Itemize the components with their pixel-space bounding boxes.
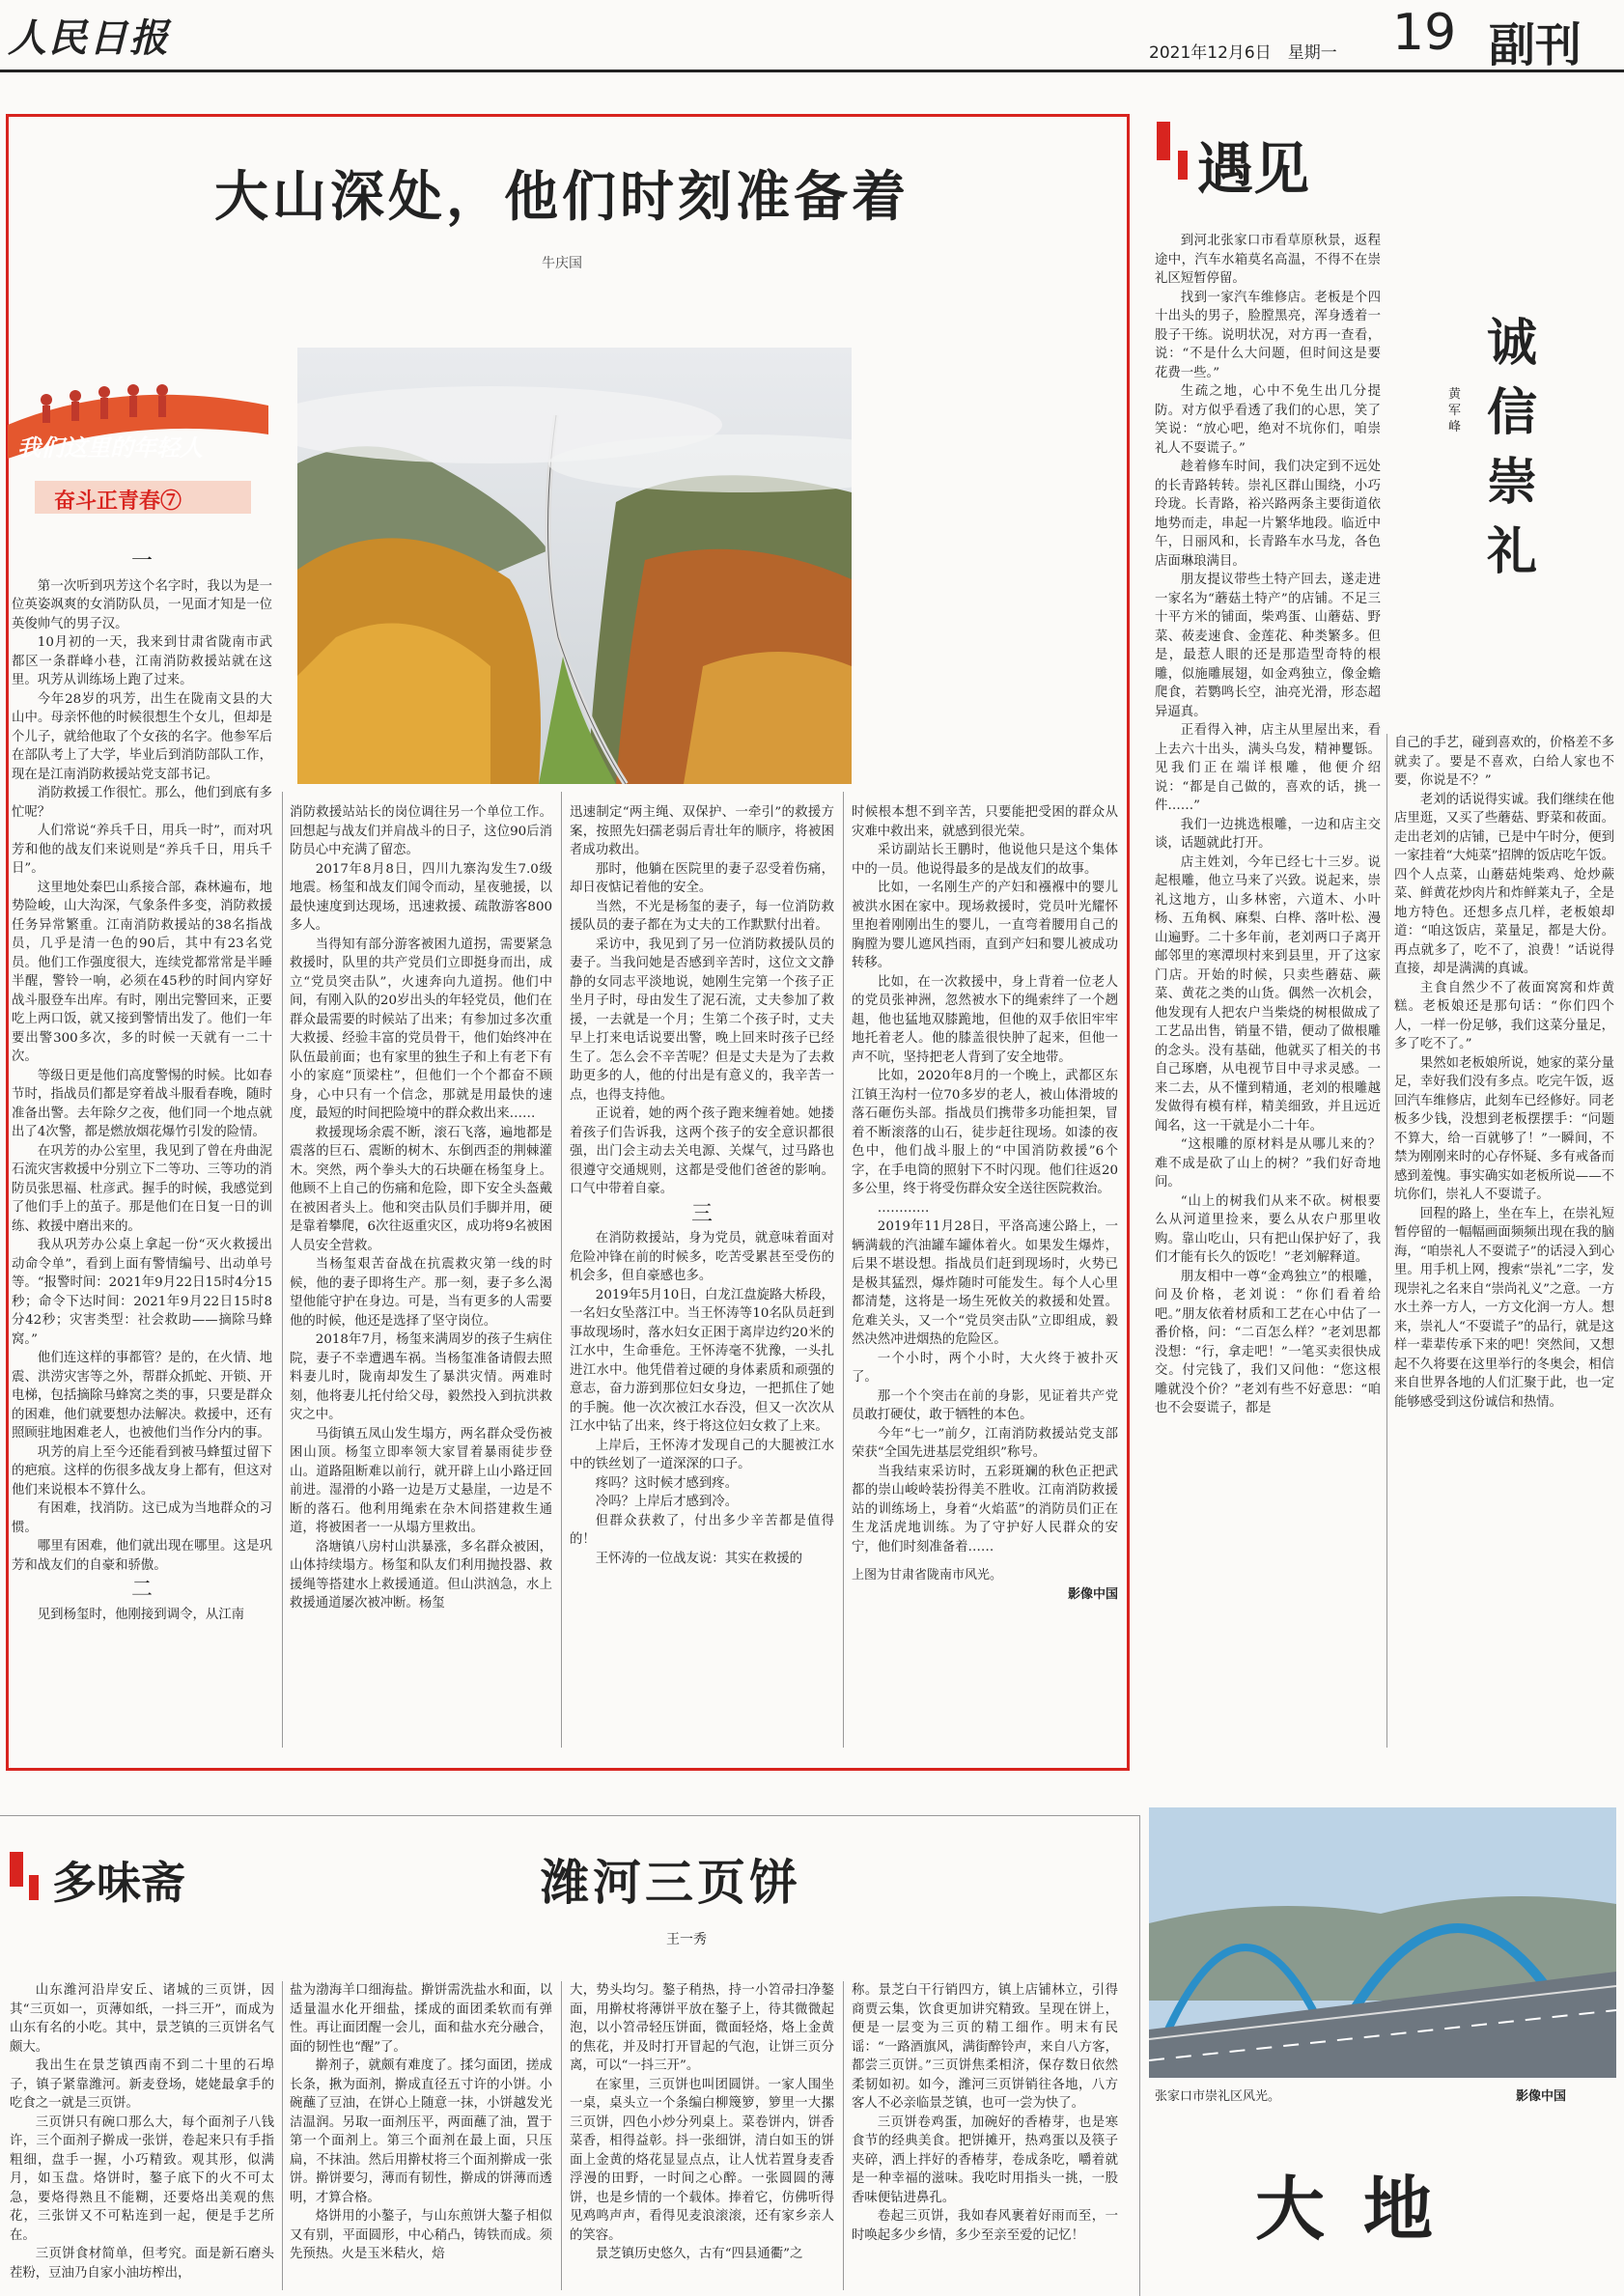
paragraph: 10月初的一天，我来到甘肃省陇南市武都区一条群峰小巷，江南消防救援站就在这里。巩芳从训练场上跑了过来。 — [12, 635, 272, 687]
page-name: 副刊 — [1489, 18, 1582, 72]
duowei-column-2 — [290, 1981, 552, 2264]
mountain-road-photo — [297, 348, 852, 784]
paragraph: 擀剂子，就颇有难度了。揉匀面团，搓成长条，揪为面剂，擀成直径五寸许的小饼。小碗蘸了豆油，在饼心上随意一抹，小饼越发光洁温润。另取一面剂压平，两面蘸了油，置于第一个面剂上。第三个面剂在最上面，只压扁，不抹油。然后用擀杖将三个面剂擀成一张饼。擀饼要匀，薄而有韧性，擀成的饼薄而透明，才算合格。 — [290, 2058, 552, 2205]
paragraph: 2019年11月28日，平洛高速公路上，一辆满载的汽油罐车罐体着火。如果发生爆炸，后果不堪设想。指战员们赶到现场时，火势已是极其猛烈，爆炸随时可能发生。每个人心里都清楚，这将是一场生死攸关的救援和处置。危难关头，又一个“党员突击队”立即组成，毅然决然冲进烟热的危险区。 — [852, 1219, 1118, 1347]
main-article-column-1 — [12, 546, 272, 1624]
paragraph: 这里地处秦巴山系接合部，森林遍布，地势险峻，山大沟深，气象条件多变，消防救援任务异常繁重。江南消防救援站的38名指战员，几乎是清一色的90后，其中有23名党员。他们工作强度很大，连续党都常常是半睡半醒，警铃一响，必须在45秒的时间内穿好战斗服登车出库。有时，刚出完警回来，正要吃上两口饭，就又接到警情出发了。他们一年要出警300多次，多的时候一天就有一二十次。 — [12, 880, 272, 1064]
column-rule — [282, 792, 283, 1748]
paragraph: 烙饼用的小鏊子，与山东煎饼大鏊子相似又有别，平面圆形，中心稍凸，铸铁而成。须先预热。火是玉米秸火，焙 — [290, 2209, 552, 2261]
bridge-photo — [1149, 1807, 1616, 2078]
paragraph: 盐为渤海羊口细海盐。擀饼需洗盐水和面，以适量温水化开细盐，揉成的面团柔软而有弹性。再让面团醒一会儿，面和盐水充分融合，面的韧性也“醒”了。 — [290, 1983, 552, 2055]
column-label-yujian — [1155, 112, 1377, 202]
paragraph: 在消防救援站，身为党员，就意味着面对危险冲锋在前的时候多，吃苦受累甚至受伤的机会多，但自豪感也多。 — [570, 1231, 834, 1283]
photo-caption: 上图为甘肃省陇南市风光。 — [852, 1568, 1003, 1582]
series-banner-subtitle: 奋斗正青春⑦ — [54, 489, 182, 514]
section-number: 三 — [690, 1201, 713, 1226]
paragraph: “山上的树我们从来不砍。树根要么从河道里捡来，要么从农户那里收购。靠山吃山，只有把山保护好了，我们才能有长久的饭吃！”老刘解释道。 — [1155, 1193, 1381, 1265]
paragraph: 2017年8月8日，四川九寨沟发生7.0级地震。杨玺和战友们闻令而动，星夜驰援，以最快速度到达现场，迅速救援、疏散游客800多人。 — [290, 861, 552, 933]
paragraph: 当我结束采访时，五彩斑斓的秋色正把武都的崇山峻岭装扮得美不胜收。江南消防救援站的训练场上，身着“火焰蓝”的消防员们正在生龙活虎地训练。为了守护好人民群众的安宁，他们时刻准备着…… — [852, 1464, 1118, 1554]
bridge-image — [1149, 1807, 1616, 2078]
paragraph: 时候根本想不到辛苦，只要能把受困的群众从灾难中救出来，就感到很光荣。 — [852, 805, 1118, 839]
mountain-road-image — [297, 348, 852, 784]
newspaper-logo: 人民日报 — [8, 15, 170, 61]
paragraph: 朋友相中一尊“金鸡独立”的根雕，问及价格，老刘说：“你们看着给吧。”朋友依着材质和工艺在心中估了一番价格，问：“二百怎么样？”老刘思都没想：“行，拿走吧！”一笔买卖很快成交。付完钱了，我们又问他：“您这根雕就没个价？”老刘有些不好意思：“咱也不会耍谎子，都是 — [1155, 1269, 1381, 1415]
paragraph: 今年28岁的巩芳，出生在陇南文县的大山中。母亲怀他的时候很想生个女儿，但却是个儿子，就给他取了个女孩的名字。他参军后在部队考上了大学，毕业后到消防部队工作，现在是江南消防救援站党支部书记。 — [12, 691, 272, 782]
column-rule — [561, 1981, 562, 2290]
paragraph: 朋友提议带些土特产回去，遂走进一家名为“蘑菇土特产”的店铺。不足三十平方米的铺面，柴鸡蛋、山蘑菇、野菜、莜麦速食、金莲花、种类繁多。但是，最惹人眼的还是那造型奇特的根雕，似施雕展翅，如金鸡独立，像金蟾爬食，若鹦鸣长空，油亮光滑，形态超异逼真。 — [1155, 573, 1381, 719]
paragraph: 正说着，她的两个孩子跑来缠着她。她搂着孩子们告诉我，这两个孩子的安全意识都很强，出门会主动去关电源、关煤气，过马路也很遵守交通规则，这都是受他们爸爸的影响。口气中带着自豪。 — [570, 1106, 834, 1196]
column-rule — [561, 792, 562, 1748]
section-number: 二 — [130, 1578, 153, 1602]
photo-credit: 影像中国 — [1067, 1586, 1118, 1602]
duowei-column-4 — [852, 1981, 1118, 2245]
paragraph: 采访中，我见到了另一位消防救援队员的妻子。当我问她是否感到辛苦时，这位文文静静的女同志平淡地说，她刚生完第一个孩子正坐月子时，母由发生了泥石流，丈夫参加了救援，一去就是一个月；生第二个孩子时，丈夫早上打来电话说要出警，晚上回来时孩子已经生了。怎么会不辛苦呢？但是丈夫是为了去救助更多的人，他的付出是有意义的，我辛苦一点，也得支持他。 — [570, 937, 834, 1103]
duowei-column-3 — [570, 1981, 834, 2264]
paragraph: 王怀涛的一位战友说：其实在救援的 — [595, 1551, 803, 1566]
duowei-label-text: 多味斋 — [52, 1857, 185, 1909]
paragraph: 正看得入神，店主从里屋出来，看上去六十出头，满头乌发，精神矍铄。见我们正在端详根雕，他便介绍说：“都是自己做的，喜欢的话，挑一件……” — [1155, 723, 1381, 813]
yujian-photo-caption: 张家口市崇礼区风光。 — [1155, 2089, 1281, 2104]
paragraph: 巩芳的肩上至今还能看到被马蜂蜇过留下的疤痕。这样的伤很多战友身上都有，但这对他们来说根本不算什么。 — [12, 1444, 272, 1498]
paragraph: 疼吗？这时候才感到疼。 — [595, 1475, 739, 1491]
paragraph: 一个小时，两个小时，大火终于被扑灭了。 — [852, 1351, 1118, 1385]
paragraph: 大，势头均匀。鏊子稍热，持一小笤帚扫净鏊面，用擀杖将薄饼平放在鏊子上，待其微微起泡，以小笤帚轻压饼面，微面轻烙，烙上金黄的焦花，并及时打开冒起的气泡，让饼三页分离，可以“一抖三开”。 — [570, 1983, 834, 2073]
paragraph: 回程的路上，坐在车上，在崇礼短暂停留的一幅幅画面频频出现在我的脑海，“咱崇礼人不耍谎子”的话浸入到心里。用手机上网，搜索“崇礼”二字，发现崇礼之名来自“崇尚礼义”之意。一方水土养一方人，一方文化润一方人。想来，崇礼人“不耍谎子”的品行，就是这样一辈辈传承下来的吧！突然间，又想起不久将要在这里举行的冬奥会，相信来自世界各地的人们汇聚于此，也一定能够感受到这份诚信和热情。 — [1394, 1206, 1614, 1410]
paragraph: 哪里有困难，他们就出现在哪里。这是巩芳和战友们的自豪和骄傲。 — [12, 1539, 272, 1573]
paragraph: 采访副站长王鹏时，他说他只是这个集体中的一员。他说得最多的是战友们的故事。 — [852, 843, 1118, 877]
section-number: 一 — [130, 549, 153, 574]
paragraph: 等级日更是他们高度警惕的时候。比如春节时，指战员们都是穿着战斗服看春晚，随时准备出警。去年除夕之夜，他们同一个地点就出了4次警，都是燃放烟花爆竹引发的险情。 — [12, 1068, 272, 1139]
paragraph: 自己的手艺，碰到喜欢的，价格差不多就卖了。要是不喜欢，白给人家也不要，你说是不？” — [1394, 736, 1614, 788]
paragraph: 洛塘镇八房村山洪暴涨，多名群众被困，山体持续塌方。杨玺和队友们利用抛投器、救援绳等搭建水上救援通道。但山洪汹急，水上救援通道屡次被冲断。杨玺 — [290, 1539, 552, 1610]
paragraph: 他们连这样的事都管？是的，在火情、地震、洪涝灾害等之外，帮群众抓蛇、开锁、开电梯，包括摘除马蜂窝之类的事，只要是群众的困难，他们就要想办法解决。救援中，还有照顾驻地困难老人，也被他们当作分内的事。 — [12, 1351, 272, 1441]
paragraph: 三页饼卷鸡蛋，加碗好的香椿芽，也是寒食节的经典美食。把饼摊开，热鸡蛋以及筷子夹碎，洒上拌好的香椿芽，卷成条吃，嚼着就是一种幸福的滋味。我吃时用指头一挑，一股香味便钻进鼻孔。 — [852, 2114, 1118, 2205]
yujian-column-2 — [1394, 734, 1614, 1412]
paragraph: 我们一边挑选根雕，一边和店主交谈，话题就此打开。 — [1155, 817, 1381, 851]
page-number: 19 — [1392, 4, 1457, 62]
paragraph: 那时，他躺在医院里的妻子忍受着伤痛，却日夜惦记着他的安全。 — [570, 861, 834, 895]
paragraph: 山东潍河沿岸安丘、诸城的三页饼，因其“三页如一，页薄如纸，一抖三开”，而成为山东有名的小吃。其中，景芝镇的三页饼名气颇大。 — [10, 1983, 274, 2055]
paragraph: 称。景芝白干行销四方，镇上店铺林立，引得商贾云集，饮食更加讲究精致。呈现在饼上，便是一层变为三页的精工细作。明末有民谣：“一路酒旗风，满街醉铃声，来自八方客，都尝三页饼。”三页饼焦柔相济，保存数日依然柔韧如初。如今，潍河三页饼销往各地，八方客人不必亲临景芝镇，也可一尝为快了。 — [852, 1983, 1118, 2111]
main-article-column-4 — [852, 803, 1118, 1604]
paragraph: 上岸后，王怀涛才发现自己的大腿被江水中的铁丝划了一道深深的口子。 — [570, 1438, 834, 1471]
paragraph: ………… — [877, 1200, 930, 1216]
yujian-label-text: 遇见 — [1197, 136, 1310, 202]
paragraph: 在家里，三页饼也叫团圆饼。一家人围坐一桌，桌头立一个条编白柳篾箩，箩里一大摞三页饼，四色小炒分列桌上。菜卷饼内，饼香菜香，相得益彰。抖一张细饼，清白如玉的饼面上金黄的烙花显显点点，让人忧若置身麦香浮漫的田野，一时间之心醉。一张圆圆的薄饼，也是乡情的一个载体。捧着它，仿佛听得见鸡鸣声声，看得见麦浪滚滚，还有家乡亲人的笑容。 — [570, 2077, 834, 2243]
paragraph: 救援现场余震不断，滚石飞落，遍地都是震落的巨石、震断的树木、东倒西歪的荆棘灌木。突然，两个拳头大的石块砸在杨玺身上。他顾不上自己的伤痛和危险，即下安全头盔戴在被困者头上。他和突击队员们手脚并用，硬是靠着攀爬，6次往返重灾区，成功将9名被困人员安全营救。 — [290, 1125, 552, 1253]
column-rule — [282, 1981, 283, 2290]
paragraph: 比如，2020年8月的一个晚上，武都区东江镇王沟村一位70多岁的老人，被山体滑坡的落石砸伤头部。指战员们携带多功能担架，冒着不断滚落的山石，徒步赶往现场。如漆的夜色中，他们战斗服上的“中国消防救援”6个字，在手电筒的照射下不时闪现。他们往返20多公里，终于将受伤群众安全送往医院救治。 — [852, 1069, 1118, 1196]
paragraph: 消防救援工作很忙。那么，他们到底有多忙呢？ — [12, 786, 272, 820]
paragraph: 趁着修车时间，我们决定到不远处的长青路转转。崇礼区群山围绕，小巧玲珑。长青路，裕兴路两条主要街道依地势而走，串起一片繁华地段。临近中午，日丽风和，长青路车水马龙，各色店面琳琅满目。 — [1155, 460, 1381, 569]
paragraph: 我出生在景芝镇西南不到二十里的石埠子，镇子紧靠潍河。新麦登场，姥姥最拿手的吃食之一就是三页饼。 — [10, 2058, 274, 2111]
paragraph: 找到一家汽车维修店。老板是个四十出头的男子，脸膛黑亮，浑身透着一股子干练。说明状况，对方再一查看，说：“不是什么大问题，但时间这是要花费一些。” — [1155, 290, 1381, 380]
masthead — [0, 0, 1624, 72]
paragraph: 当然，不光是杨玺的妻子，每一位消防救援队员的妻子都在为丈夫的工作默默付出着。 — [570, 899, 834, 933]
paragraph: 老刘的话说得实诚。我们继续在他店里逛，又买了些蘑菇、野菜和莜面。走出老刘的店铺，已是中午时分，便到一家挂着“大炖菜”招牌的饭店吃午饭。四个人点菜，山蘑菇炖柴鸡、炝炒蕨菜、鲜黄花炒肉片和炸鲜莱丸子，全是地方特色。还想多点几样，老板娘却道：“咱这饭店，菜量足，都是大份。再点就多了，吃不了，浪费！”话说得直接，却是满满的真诚。 — [1394, 792, 1614, 976]
paragraph: 三页饼只有碗口那么大，每个面剂子八钱许，三个面剂子擀成一张饼，卷起来只有手指粗细，盘手一握，小巧精致。观其形，似满月，如玉盘。烙饼时，鏊子底下的火不可太急，要烙得熟且不能糊，还要烙出美观的焦花，三张饼又不可粘连到一起，便是手艺所在。 — [10, 2114, 274, 2243]
main-article-title: 大山深处，他们时刻准备着 — [214, 165, 910, 229]
main-article-column-3 — [570, 803, 834, 1568]
paragraph: 第一次听到巩芳这个名字时，我以为是一位英姿飒爽的女消防队员，一见面才知是一位英俊帅气的男子汉。 — [12, 578, 272, 631]
duowei-article-author: 王一秀 — [666, 1932, 707, 1947]
series-banner-title: 我们这里的年轻人 — [17, 434, 203, 462]
yujian-article-author: 黄军峰 — [1448, 387, 1462, 434]
paragraph: “这根雕的原材料是从哪儿来的？难不成是砍了山上的树？”我们好奇地问。 — [1155, 1137, 1381, 1190]
yujian-article-title: 诚信崇礼 — [1487, 314, 1538, 581]
paragraph: 店主姓刘，今年已经七十三岁。说起根雕，他立马来了兴致。说起来，崇礼这地方，山多林密，六道木、小叶杨、五角枫、麻梨、白桦、落叶松、漫山遍野。二十多年前，老刘两口子离开邮邻里的寒潭坝村来到县里，开了这家门店。开始的时候，只卖些蘑菇、蕨菜、黄花之类的山货。偶然一次机会，他发现有人把农户当柴烧的树根做成了工艺品出售，销量不错，便动了做根雕的念头。没有基础，他就买了相关的书自己琢磨，从电视节目中寻求灵感。一来二去，从不懂到精通，老刘的根雕越发做得有模有样，精美细致，并且远近闻名，这一干就是小二十年。 — [1155, 854, 1381, 1134]
dadi-label: 大地 — [1255, 2168, 1472, 2250]
paragraph: 当杨玺艰苦奋战在抗震救灾第一线的时候，他的妻子即将生产。那一刻，妻子多么渴望他能守护在身边。可是，当有更多的人需要他的时候，他还是选择了坚守岗位。 — [290, 1257, 552, 1329]
paragraph: 比如，在一次救援中，身上背着一位老人的党员张神洲，忽然被水下的绳索绊了一个趔趄，他也猛地双膝跪地，但他的双手依旧牢牢地托着老人。他的膝盖很快肿了起来，但他一声不吭，坚持把老人背到了安全地带。 — [852, 974, 1118, 1065]
paragraph: 有困难，找消防。这已成为当地群众的习惯。 — [12, 1501, 272, 1535]
paragraph: 果然如老板娘所说，她家的菜分量足，幸好我们没有多点。吃完午饭，返回汽车维修店，此刻车已经修好。同老板多少钱，没想到老板摆摆手：“问题不算大，给一百就够了！”一瞬间，不禁为刚刚来时的心存怀疑、多有戒备而感到羞愧。事实确实如老板所说——不坑你们，崇礼人不耍谎子。 — [1394, 1055, 1614, 1202]
paragraph: 比如，一名刚生产的产妇和襁褓中的婴儿被洪水困在家中。现场救援时，党员叶光耀怀里抱着刚刚出生的婴儿，一直弯着腰用自己的胸膛为婴儿遮风挡雨，直到产妇和婴儿被成功转移。 — [852, 881, 1118, 970]
column-rule — [843, 1981, 844, 2290]
column-rule — [1139, 1815, 1140, 2296]
paragraph: 迅速制定“两主绳、双保护、一牵引”的救援方案，按照先妇孺老弱后青壮年的顺序，将被困者成功救出。 — [570, 805, 834, 857]
paragraph: 卷起三页饼，我如春风裹着好雨而至，一时唤起多少乡情，多少至亲至爱的记忆！ — [852, 2209, 1118, 2243]
column-rule — [843, 792, 844, 1748]
paragraph: 主食自然少不了莜面窝窝和炸黄糕。老板娘还是那句话：“你们四个人，一样一份足够，我们这菜分量足，多了吃不了。” — [1394, 980, 1614, 1051]
main-article-column-2 — [290, 803, 552, 1613]
paragraph: 消防救援站站长的岗位调往另一个单位工作。回想起与战友们并肩战斗的日子，这位90后消防员心中充满了留恋。 — [290, 805, 552, 857]
paragraph: 三页饼食材简单，但考究。面是新石磨头茬粉，豆油乃自家小油坊榨出， — [10, 2247, 274, 2281]
paragraph: 今年“七一”前夕，江南消防救援站党支部荣获“全国先进基层党组织”称号。 — [852, 1426, 1118, 1460]
duowei-article-title: 潍河三页饼 — [541, 1854, 801, 1911]
duowei-column-1 — [10, 1981, 274, 2282]
paragraph: 人们常说“养兵千日，用兵一时”，而对巩芳和他的战友们来说则是“养兵千日，用兵千日”。 — [12, 824, 272, 876]
paragraph: 但群众获救了，付出多少辛苦都是值得的！ — [570, 1513, 834, 1547]
paragraph: 景芝镇历史悠久，古有“四县通衢”之 — [595, 2247, 803, 2261]
paragraph: 当得知有部分游客被困九道拐，需要紧急救援时，队里的共产党员们立即挺身而出，成立“党员突击队”，火速奔向九道拐。他们中间，有刚入队的20岁出头的年轻党员，他们在群众最需要的时候站了出来；有参加过多次重大救援、经验丰富的党员骨干，他们始终冲在队伍最前面；也有家里的独生子和上有老下有小的家庭“顶梁柱”，但他们一个个都奋不顾身，心中只有一个信念，那就是用最快的速度，最短的时间把险境中的群众救出来…… — [290, 937, 552, 1121]
yujian-photo-credit: 影像中国 — [1516, 2089, 1567, 2104]
paragraph: 见到杨玺时，他刚接到调令，从江南 — [37, 1607, 245, 1622]
section-divider — [0, 1815, 1139, 1816]
paragraph: 冷吗？上岸后才感到冷。 — [595, 1495, 739, 1509]
series-banner — [8, 367, 268, 521]
paragraph: 马街镇五凤山发生塌方，两名群众受伤被困山顶。杨玺立即率领大家冒着暴雨徒步登山。道路阻断难以前行，就开辟上山小路迂回前进。湿滑的小路一边是万丈悬崖，一边是不断的落石。他利用绳索在杂木间搭建救生通道，将被困者一一从塌方里救出。 — [290, 1426, 552, 1535]
issue-date: 2021年12月6日 星期一 — [1149, 43, 1337, 63]
paragraph: 生疏之地，心中不免生出几分提防。对方似乎看透了我们的心思，笑了笑说：“放心吧，绝对不坑你们，咱崇礼人不耍谎子。” — [1155, 384, 1381, 456]
paragraph: 在巩芳的办公室里，我见到了曾在舟曲泥石流灾害救援中分别立下二等功、三等功的消防员张思福、杜彦武。握手的时候，我感觉到了他们手上的茧子。那是他们在日复一日的训练、救援中磨出来的。 — [12, 1143, 272, 1234]
column-label-duowei — [8, 1842, 297, 1910]
paragraph: 到河北张家口市看草原秋景，返程途中，汽车水箱莫名高温，不得不在崇礼区短暂停留。 — [1155, 234, 1381, 286]
paragraph: 2019年5月10日，白龙江盘旋路大桥段，一名妇女坠落江中。当王怀涛等10名队员赶到事故现场时，落水妇女正困于离岸边约20米的江水中，生命垂危。王怀涛毫不犹豫，一头扎进江水中。他凭借着过硬的身体素质和顽强的意志，奋力游到那位妇女身边，一把抓住了她的手腕。他一次次被江水吞没，但又一次次从江水中钻了出来，终于将这位妇女救了上来。 — [570, 1287, 834, 1434]
paragraph: 那一个个突击在前的身影，见证着共产党员敢打硬仗，敢于牺牲的本色。 — [852, 1388, 1118, 1422]
column-rule — [1386, 734, 1387, 1748]
paragraph: 我从巩芳办公桌上拿起一份“灭火救援出动命令单”，看到上面有警情编号、出动单号等。“报警时间：2021年9月22日15时4分15秒；命令下达时间：2021年9月22日15时8分42秒；灾害类型：社会救助——摘除马蜂窝。” — [12, 1238, 272, 1347]
main-article-author: 牛庆国 — [542, 256, 582, 271]
yujian-column-1 — [1155, 232, 1381, 1418]
paragraph: 2018年7月，杨玺来满周岁的孩子生病住院，妻子不幸遭遇车祸。当杨玺准备请假去照料妻儿时，陇南却发生了暴洪灾情。两难时刻，他将妻儿托付给父母，毅然投入到抗洪救灾之中。 — [290, 1332, 552, 1422]
